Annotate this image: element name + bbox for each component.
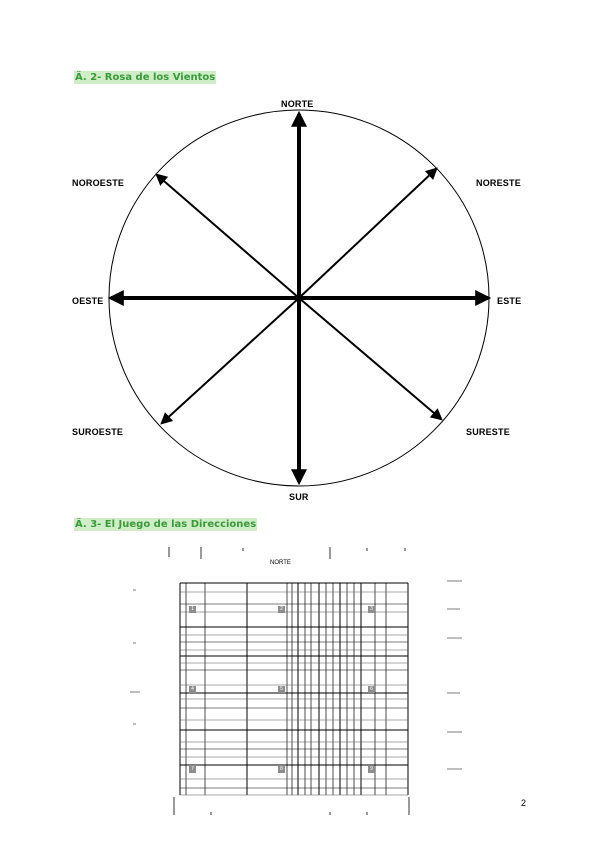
grid-cell-number: 1 [189, 606, 196, 613]
grid-cell-number: 3 [368, 606, 375, 613]
label-southwest: SUROESTE [72, 427, 124, 437]
grid-cell-number: 5 [278, 686, 285, 693]
grid-cell-number: 6 [368, 686, 375, 693]
grid-cell-number: 4 [189, 686, 196, 693]
grid-cell-number: 9 [368, 766, 375, 773]
label-south: SUR [289, 492, 309, 502]
label-east: ESTE [497, 296, 522, 306]
section-heading-rose: Ä. 2- Rosa de los Vientos [75, 72, 216, 83]
label-southeast: SURESTE [466, 427, 510, 437]
label-northwest: NOROESTE [72, 178, 125, 188]
grid-cell-number: 8 [278, 766, 285, 773]
label-north: NORTE [281, 99, 314, 109]
label-west: OESTE [72, 296, 104, 306]
grid-north-label: NORTE [270, 560, 291, 566]
grid-cell-number: 2 [278, 606, 285, 613]
grid-cell-number: 7 [189, 766, 196, 773]
label-northeast: NORESTE [476, 178, 521, 188]
page-number: 2 [521, 798, 527, 808]
section-heading-game: Ä. 3- El Juego de las Direcciones [75, 519, 257, 530]
